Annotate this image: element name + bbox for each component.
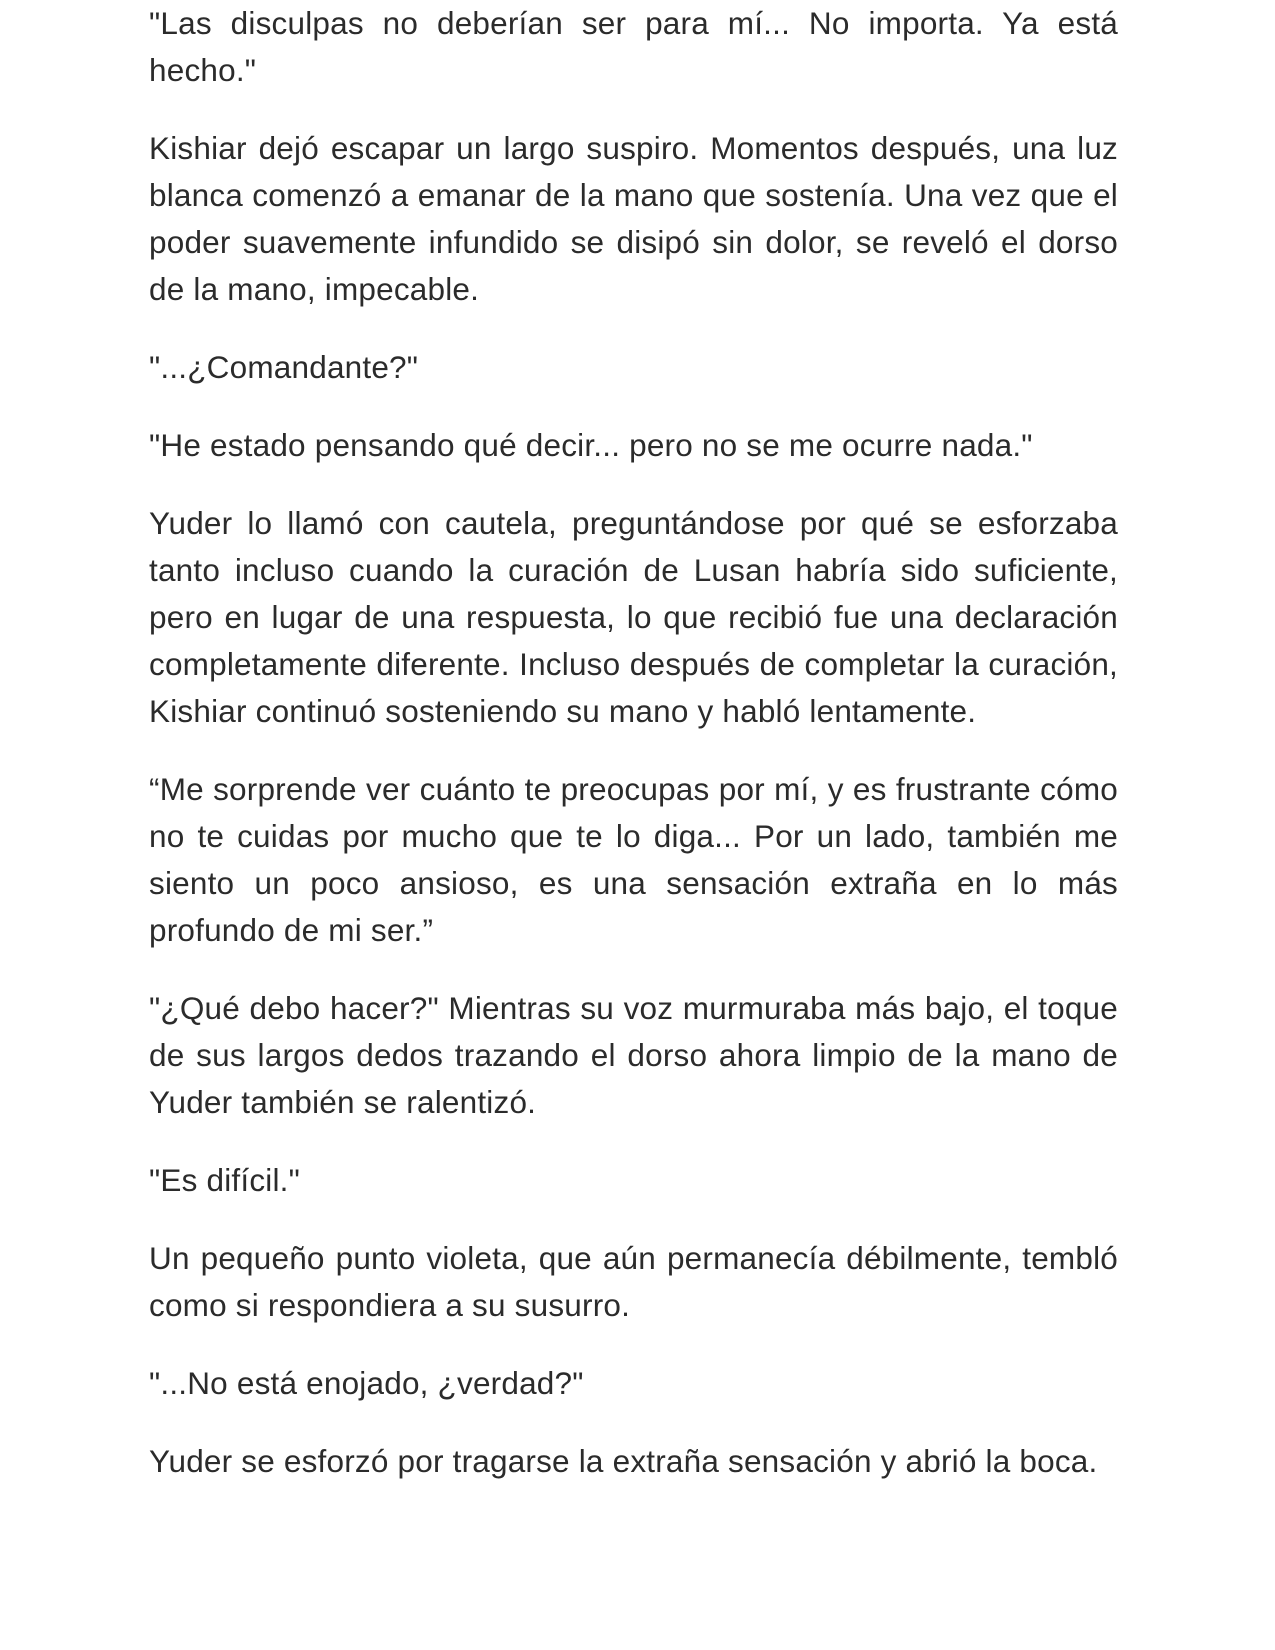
paragraph: "¿Qué debo hacer?" Mientras su voz murmuraba más bajo, el toque de sus largos dedos trazando el dorso ahora limpio de la mano de Yuder también se ralentizó.: [149, 990, 1118, 1120]
paragraph: “Me sorprende ver cuánto te preocupas por mí, y es frustrante cómo no te cuidas por mucho que te lo diga... Por un lado, también me siento un poco ansioso, es una sensación extraña en lo más profundo de mi ser.”: [149, 771, 1118, 948]
paragraph: Yuder se esforzó por tragarse la extraña sensación y abrió la boca.: [149, 1443, 1098, 1479]
paragraph: "He estado pensando qué decir... pero no se me ocurre nada.": [149, 427, 1033, 463]
paragraph: Un pequeño punto violeta, que aún permanecía débilmente, tembló como si respondiera a su susurro.: [149, 1240, 1118, 1323]
paragraph: Yuder lo llamó con cautela, preguntándose por qué se esforzaba tanto incluso cuando la curación de Lusan habría sido suficiente, pero en lugar de una respuesta, lo que recibió fue una declaración completamente diferente. Incluso después de completar la curación, Kishiar continuó sosteniendo su mano y habló lentamente.: [149, 505, 1118, 729]
paragraph: "Es difícil.": [149, 1162, 300, 1198]
document-page: [149, 0, 1118, 1516]
paragraph: "...¿Comandante?": [149, 349, 419, 385]
paragraph: "Las disculpas no deberían ser para mí... No importa. Ya está hecho.": [149, 5, 1118, 88]
paragraph: "...No está enojado, ¿verdad?": [149, 1365, 584, 1401]
paragraph: Kishiar dejó escapar un largo suspiro. Momentos después, una luz blanca comenzó a emanar de la mano que sostenía. Una vez que el poder suavemente infundido se disipó sin dolor, se reveló el dorso de la mano, impecable.: [149, 130, 1118, 307]
